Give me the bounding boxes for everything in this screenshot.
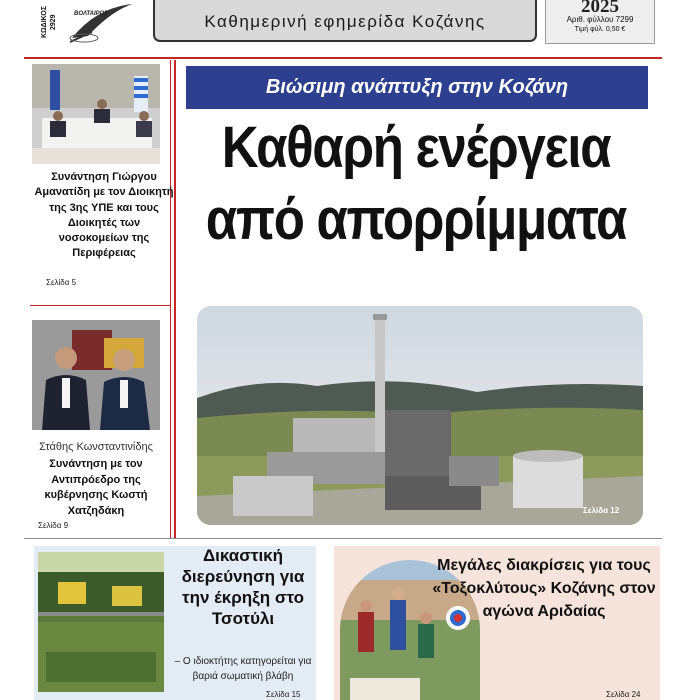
story1-caption-text: Συνάντηση Γιώργου Αμανατίδη με τον Διοικητή της 3ης ΥΠΕ και τους Διοικητές των νοσοκομείων της Περιφέρειας: [34, 171, 174, 260]
quill-logo-icon: [66, 2, 136, 44]
issue-year: 2025: [581, 0, 619, 17]
explosion-story-subtitle: – Ο ιδιοκτήτης κατηγορείται για βαριά σωματική βλάβη: [174, 656, 312, 682]
masthead-subtitle: Καθημερινή εφημερίδα Κοζάνης: [204, 12, 486, 31]
archery-story-title[interactable]: Μεγάλες διακρίσεις για τους «Τοξοκλύτους» Κοζάνης στον αγώνα Αριδαίας: [432, 557, 656, 620]
sidebar-divider: [174, 60, 176, 538]
sidebar-rule: [30, 305, 170, 306]
two-men-photo[interactable]: [32, 320, 160, 430]
brand-name: ΒΟΛΤΑΙΡΟΣ: [74, 11, 108, 17]
story1-caption[interactable]: [34, 170, 174, 262]
archery-story-page-ref: Σελίδα 24: [606, 690, 641, 699]
story2-caption[interactable]: [30, 457, 162, 519]
main-headline[interactable]: Καθαρή ενέργεια από απορρίμματα: [205, 115, 627, 252]
top-rule: [24, 57, 662, 59]
story2-page-ref: Σελίδα 9: [38, 521, 69, 530]
main-photo-page-ref: Σελίδα 12: [583, 506, 620, 515]
bottom-rule: [24, 538, 662, 539]
sidebar-divider-thin: [170, 60, 171, 538]
story2-name: Στάθης Κωνσταντινίδης: [39, 441, 153, 453]
accident-scene-photo[interactable]: [38, 552, 164, 692]
explosion-story-page-ref: Σελίδα 15: [266, 690, 301, 699]
main-banner: Βιώσιμη ανάπτυξη στην Κοζάνη: [186, 66, 648, 109]
story2-caption-text: Συνάντηση με τον Αντιπρόεδρο της κυβέρνησης Κωστή Χατζηδάκη: [44, 458, 148, 517]
power-plant-photo[interactable]: [197, 306, 643, 525]
code-label: ΚΩΔΙΚΟΣ 2929: [41, 5, 57, 39]
issue-number: Αριθ. φύλλου 7299: [566, 15, 634, 24]
meeting-photo[interactable]: [32, 64, 160, 164]
issue-price: Τιμή φύλ. 0,50 €: [574, 26, 626, 33]
story1-page-ref: Σελίδα 5: [46, 278, 77, 287]
explosion-story-title[interactable]: Δικαστική διερεύνηση για την έκρηξη στο Τσοτύλι: [181, 546, 305, 628]
